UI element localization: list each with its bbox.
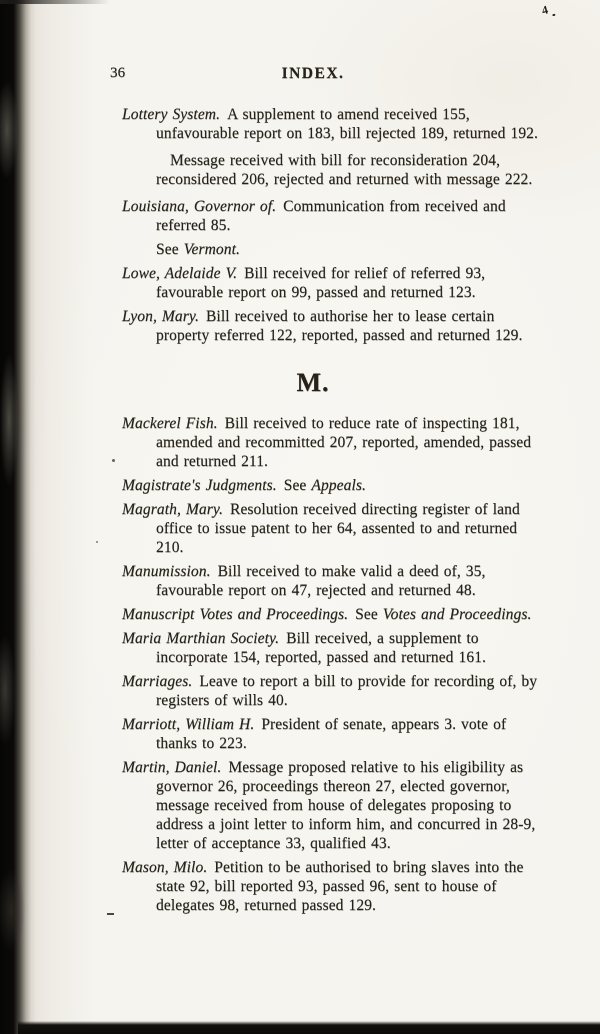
index-text: Resolution received directing register of land office to issue patent to her 64, assented to and returned 210. (156, 501, 520, 556)
index-text: See (283, 477, 312, 494)
index-term: Votes and Proceedings. (382, 606, 532, 623)
page-header (110, 64, 548, 83)
index-text: Message received with bill for reconsideration 204, reconsidered 206, rejected and returned with message 222. (156, 152, 533, 188)
index-entry (122, 264, 548, 302)
corner-mark: 4 (540, 2, 550, 18)
index-text: See (156, 241, 184, 258)
index-text: A supplement to amend received 155, unfavourable report on 183, bill rejected 189, returned 192. (156, 106, 539, 142)
index-term: Marriages. (122, 673, 193, 690)
index-entry (122, 151, 548, 189)
index-term: Manuscript Votes and Proceedings. (122, 606, 349, 623)
index-term: Appeals. (311, 477, 366, 494)
index-entries (122, 105, 548, 915)
scan-edge-bottom (18, 1021, 600, 1034)
index-term: Magrath, Mary. (122, 501, 223, 518)
index-text: Petition to be authorised to bring slaves into the state 92, bill reported 93, passed 96, sent to house of delegates 98, returned passed 129. (156, 859, 524, 914)
section-heading: M. (296, 368, 330, 397)
index-entry (122, 605, 548, 624)
ink-speck (96, 541, 98, 543)
index-entry (122, 672, 548, 710)
index-text: Bill received to reduce rate of inspecting 181, amended and recommitted 207, reported, amended, passed and returned 211. (156, 415, 532, 470)
index-term: Lowe, Adelaide V. (122, 265, 238, 282)
index-entry (122, 476, 548, 495)
index-entry (122, 500, 548, 557)
index-text: Bill received for relief of referred 93, favourable report on 99, passed and returned 123. (156, 265, 486, 301)
index-entry (122, 240, 548, 259)
index-term: Lyon, Mary. (122, 308, 199, 325)
index-text: Bill received, a supplement to incorporate 154, reported, passed and returned 161. (156, 630, 487, 666)
index-term: Marriott, William H. (122, 716, 255, 733)
index-term: Maria Marthian Society. (122, 630, 280, 647)
page-number: 36 (110, 65, 126, 81)
index-term: Lottery System. (122, 106, 221, 123)
page-title: INDEX. (281, 65, 345, 82)
index-term: Manumission. (122, 563, 211, 580)
index-text: President of senate, appears 3. vote of thanks to 223. (156, 716, 507, 752)
page-content (110, 64, 548, 920)
ink-speck (112, 459, 115, 462)
index-term: Magistrate's Judgments. (122, 477, 277, 494)
index-entry (122, 758, 548, 853)
index-entry (122, 562, 548, 600)
index-text: Communication from received and referred 85. (156, 198, 506, 234)
index-text: Message proposed relative to his eligibility as governor 26, proceedings thereon 27, elected governor, message received from house of delegates proposing to address a joint letter to inform him, and concurred in 28-9, letter of acceptance 33, qualified 43. (156, 759, 536, 852)
scan-edge-top (0, 0, 110, 4)
ink-speck (107, 913, 114, 915)
index-entry (122, 414, 548, 471)
binding-shadow (0, 0, 36, 1034)
index-term: Martin, Daniel. (122, 759, 222, 776)
index-text: Bill received to make valid a deed of, 35, favourable report on 47, rejected and returned 48. (156, 563, 486, 599)
index-entry (122, 858, 548, 915)
index-term: Mason, Milo. (122, 859, 208, 876)
index-entry (122, 197, 548, 235)
index-term: Louisiana, Governor of. (122, 198, 277, 215)
index-entry (122, 105, 548, 143)
index-entry (122, 307, 548, 345)
index-text: Bill received to authorise her to lease certain property referred 122, reported, passed and returned 129. (156, 308, 523, 344)
index-text: Leave to report a bill to provide for recording of, by registers of wills 40. (156, 673, 538, 709)
index-term: Vermont. (183, 241, 240, 258)
index-text: See (355, 606, 383, 623)
index-entry (122, 715, 548, 753)
index-term: Mackerel Fish. (122, 415, 218, 432)
index-entry (122, 629, 548, 667)
